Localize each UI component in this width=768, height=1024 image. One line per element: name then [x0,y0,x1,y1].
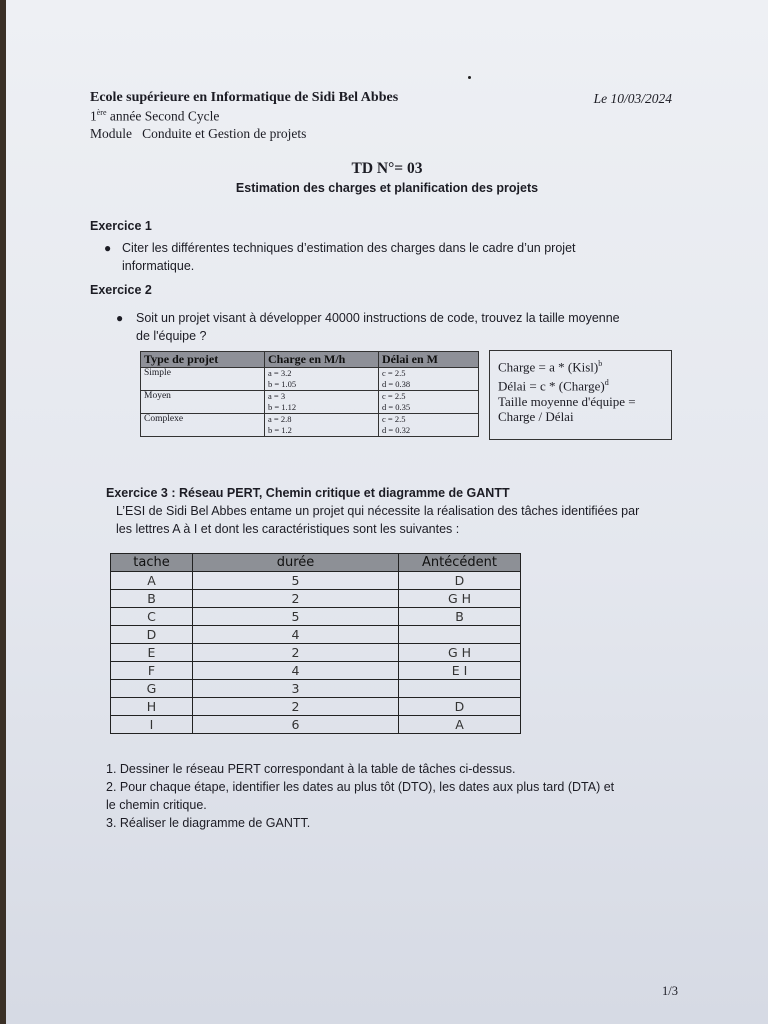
task-table [110,553,521,734]
document-page [6,0,768,1024]
table-header-row [111,554,521,572]
exercise3-intro-line1: L’ESI de Sidi Bel Abbes entame un projet qui nécessite la réalisation des tâches identifiées par [116,504,640,518]
table-row [111,590,521,608]
date-value: 10/03/2024 [610,91,672,106]
td-title: TD N°= 03 [351,160,423,177]
duration-cell: 2 [193,644,399,662]
page-number: 1/3 [662,984,678,998]
exercise3-heading: Exercice 3 : Réseau PERT, Chemin critique et diagramme de GANTT [106,486,510,500]
task-cell: E [111,644,193,662]
bullet-icon: ● [116,311,124,325]
duration-cell: 5 [193,572,399,590]
date-line [594,91,672,107]
delai-cell [379,414,479,437]
exercise2-line1: Soit un projet visant à développer 40000 instructions de code, trouvez la taille moyenne [136,311,620,325]
charge-a: a = 2.8 [268,414,292,424]
exercise2-text [136,309,620,345]
table-row [141,414,479,437]
table-row [111,680,521,698]
task-cell: G [111,680,193,698]
duration-cell: 2 [193,590,399,608]
question-2-line2: le chemin critique. [106,798,207,812]
charge-b: b = 1.05 [268,379,297,389]
formula-delai-exponent: d [604,377,609,387]
module-label: Module [90,126,132,141]
antecedent-cell: D [399,698,521,716]
column-header: Charge en M/h [265,352,379,368]
bullet-icon: ● [104,241,112,255]
task-cell: I [111,716,193,734]
formula-delai-text: Délai = c * (Charge) [498,378,605,394]
estimation-table [140,351,479,437]
formula-taille-line2: Charge / Délai [498,409,574,425]
formula-box [489,350,672,440]
duration-cell: 3 [193,680,399,698]
antecedent-cell: G H [399,644,521,662]
antecedent-cell: G H [399,590,521,608]
exercise3-questions [106,760,706,832]
task-cell: B [111,590,193,608]
column-header: Délai en M [379,352,479,368]
delai-c: c = 2.5 [382,391,406,401]
antecedent-cell [399,626,521,644]
column-header: tache [111,554,193,572]
year-line [90,108,219,125]
year-superscript: ère [96,108,107,117]
task-cell: H [111,698,193,716]
formula-charge [498,356,663,375]
exercise1-text [122,239,576,275]
charge-cell [265,414,379,437]
table-row [111,662,521,680]
table-row [141,368,479,391]
exercise1-line1: Citer les différentes techniques d’estimation des charges dans le cadre d’un projet [122,241,576,255]
table-header-row [141,352,479,368]
duration-cell: 2 [193,698,399,716]
antecedent-cell: D [399,572,521,590]
ink-dot [468,76,471,79]
duration-cell: 5 [193,608,399,626]
column-header: Antécédent [399,554,521,572]
table-row [111,626,521,644]
project-type: Simple [141,368,265,391]
subtitle: Estimation des charges et planification des projets [235,181,539,195]
question-1: 1. Dessiner le réseau PERT correspondant à la table de tâches ci-dessus. [106,762,516,776]
delai-d: d = 0.35 [382,402,411,412]
school-name: Ecole supérieure en Informatique de Sidi Bel Abbes [90,90,399,105]
date-prefix: Le [593,91,608,106]
duration-cell: 4 [193,662,399,680]
exercise1-heading: Exercice 1 [90,219,152,233]
question-2-line1: 2. Pour chaque étape, identifier les dates au plus tôt (DTO), les dates aux plus tard (DTA) et [106,780,615,794]
task-cell: A [111,572,193,590]
year-text: année Second Cycle [106,108,220,124]
exercise2-heading: Exercice 2 [90,283,152,297]
formula-taille-line1: Taille moyenne d'équipe = [498,393,636,409]
formula-delai [498,375,663,394]
table-row [111,608,521,626]
module-name: Conduite et Gestion de projets [142,126,307,141]
antecedent-cell: A [399,716,521,734]
exercise2-line2: de l'équipe ? [136,329,207,343]
question-3: 3. Réaliser le diagramme de GANTT. [106,816,311,830]
antecedent-cell: E I [399,662,521,680]
year-number: 1 [90,108,97,124]
exercise3-intro [116,502,639,538]
column-header: Type de projet [141,352,265,368]
charge-cell [265,368,379,391]
module-line [90,126,306,142]
delai-c: c = 2.5 [382,368,406,378]
project-type: Complexe [141,414,265,437]
antecedent-cell [399,680,521,698]
duration-cell: 4 [193,626,399,644]
table-row [111,572,521,590]
column-header: durée [193,554,399,572]
table-row [111,716,521,734]
table-row [141,391,479,414]
charge-b: b = 1.2 [268,425,292,435]
exercise3-intro-line2: les lettres A à I et dont les caractéristiques sont les suivantes : [116,522,460,536]
table-row [111,698,521,716]
table-row [111,644,521,662]
formula-charge-text: Charge = a * (Kisl) [498,359,599,375]
formula-charge-exponent: b [598,359,603,368]
task-cell: D [111,626,193,644]
antecedent-cell: B [399,608,521,626]
delai-d: d = 0.38 [382,379,411,389]
task-cell: C [111,608,193,626]
delai-d: d = 0.32 [382,425,411,435]
charge-a: a = 3 [268,391,286,401]
charge-b: b = 1.12 [268,402,297,412]
delai-c: c = 2.5 [382,414,406,424]
project-type: Moyen [141,391,265,414]
task-cell: F [111,662,193,680]
delai-cell [379,391,479,414]
charge-cell [265,391,379,414]
delai-cell [379,368,479,391]
exercise1-line2: informatique. [122,259,195,273]
charge-a: a = 3.2 [268,368,292,378]
duration-cell: 6 [193,716,399,734]
